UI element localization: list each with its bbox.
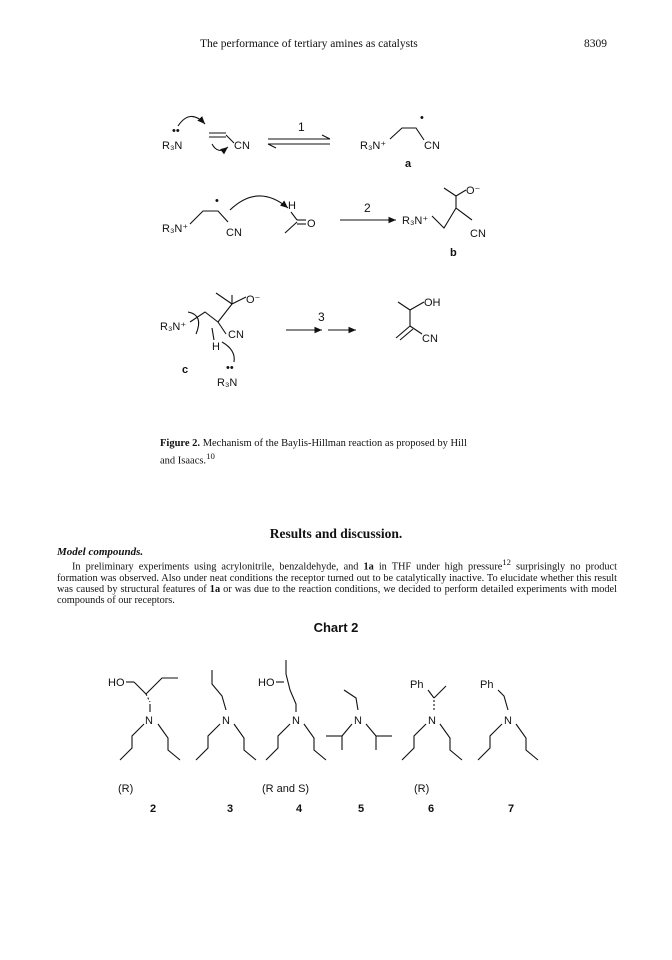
alkoxide-c: O⁻: [246, 294, 261, 306]
compound-7-label: 7: [508, 803, 515, 815]
adduct-c-o-bond: [232, 297, 246, 304]
carbanion-row2: •: [215, 195, 219, 207]
product-alkene-1: [396, 326, 410, 338]
aldehyde-o: O: [307, 218, 316, 230]
svg-text:N: N: [292, 715, 300, 727]
svg-text:Ph: Ph: [410, 679, 424, 691]
adduct-b-o-bond: [456, 190, 466, 196]
svg-text:HO: HO: [258, 677, 275, 689]
compound-7: [478, 679, 538, 760]
r3n-reactant: R₃N: [162, 140, 183, 152]
product-oh: OH: [424, 297, 441, 309]
lone-pair-r1: ••: [172, 125, 180, 137]
step-2-label: 2: [364, 201, 371, 215]
compound-2-stereo: (R): [118, 783, 134, 795]
page-number: 8309: [584, 38, 607, 50]
deprotonation-arrow-c: [222, 342, 234, 362]
product-c-oh: [410, 302, 424, 310]
compound-2-label: 2: [150, 803, 157, 815]
compound-4: [258, 660, 326, 760]
svg-text:N: N: [354, 715, 362, 727]
curved-arrow-row2: [230, 196, 288, 210]
product-cn: CN: [422, 333, 438, 345]
aldehyde-methyl: [285, 222, 297, 233]
r3n-plus-row2: R₃N⁺: [162, 223, 189, 235]
compound-5: [326, 690, 392, 750]
compound-6-label: 6: [428, 803, 435, 815]
r3n-plus-a: R₃N⁺: [360, 140, 387, 152]
body-paragraph: In preliminary experiments using acrylonitrile, benzaldehyde, and 1a in THF under high pressure$^{12}$ surprisingly no product formation was observed. Also under neat conditions the receptor turned out to be catalytically inactive. To elucidate whether this result was caused by structural features of 1a or was due to the reaction conditions, we decided to perform detailed experiments with model compounds of our receptors.: [57, 557, 617, 607]
svg-text:N: N: [428, 715, 436, 727]
svg-text:N: N: [222, 715, 230, 727]
figure-label: Figure 2.: [160, 438, 201, 449]
alkoxide-b: O⁻: [466, 185, 481, 197]
compound-3-label: 3: [227, 803, 234, 815]
product-methyl: [398, 302, 410, 310]
cn-acrylonitrile: CN: [234, 140, 250, 152]
running-header: The performance of tertiary amines as catalysts: [200, 38, 418, 50]
chart-2-structures: [0, 640, 672, 820]
adduct-b-methyl: [444, 188, 456, 196]
label-c: c: [182, 364, 189, 376]
compound-2: [108, 677, 180, 760]
figure-caption: [160, 437, 480, 468]
aldehyde-h: H: [288, 200, 296, 212]
svg-text:HO: HO: [108, 677, 125, 689]
compound-3: [196, 670, 256, 760]
compound-4-label: 4: [296, 803, 303, 815]
cn-a: CN: [424, 140, 440, 152]
svg-text:N: N: [145, 715, 153, 727]
product-alkene-2: [400, 329, 413, 340]
r3n-plus-b: R₃N⁺: [402, 215, 429, 227]
adduct-c-ch: [212, 328, 214, 340]
svg-text:N: N: [504, 715, 512, 727]
adduct-c-methyl: [216, 293, 232, 304]
figure-ref: 10: [206, 451, 215, 461]
zwitterion-row2-chain: [190, 211, 228, 224]
cn-row2: CN: [226, 227, 242, 239]
nitrile-bond: [226, 135, 234, 143]
step-3-label: 3: [318, 310, 325, 324]
compound-6: [402, 679, 462, 760]
aldehyde-ch: [291, 212, 297, 220]
h-c: H: [212, 341, 220, 353]
equilibrium-top-head: [322, 135, 330, 139]
cn-b: CN: [470, 228, 486, 240]
step-1-label: 1: [298, 120, 305, 134]
adduct-c-cn-bond: [218, 322, 226, 334]
curved-arrow-attack: [178, 116, 205, 126]
label-a: a: [405, 158, 412, 170]
compound-5-label: 5: [358, 803, 365, 815]
lone-pair-c: ••: [226, 362, 234, 374]
chart-2-title: Chart 2: [313, 620, 359, 635]
adduct-c-chain: [190, 304, 232, 322]
adduct-b-chain: [432, 208, 472, 228]
subsection-title: Model compounds.: [57, 546, 144, 558]
elimination-arrow-c: [188, 312, 199, 334]
curved-arrow-pi: [212, 144, 228, 150]
figure-caption-text: Mechanism of the Baylis-Hillman reaction as proposed by Hill and Isaacs.: [160, 438, 467, 467]
mechanism-scheme: [0, 0, 672, 430]
zwitterion-a-chain: [390, 128, 424, 140]
section-title: Results and discussion.: [269, 526, 403, 541]
compound-6-stereo: (R): [414, 783, 430, 795]
carbanion-a: •: [420, 112, 424, 124]
cn-c: CN: [228, 329, 244, 341]
compound-4-stereo: (R and S): [262, 783, 310, 795]
r3n-base-c: R₃N: [217, 377, 238, 389]
equilibrium-bottom-head: [268, 144, 276, 148]
r3n-plus-c: R₃N⁺: [160, 321, 187, 333]
label-b: b: [450, 247, 457, 259]
svg-text:Ph: Ph: [480, 679, 494, 691]
